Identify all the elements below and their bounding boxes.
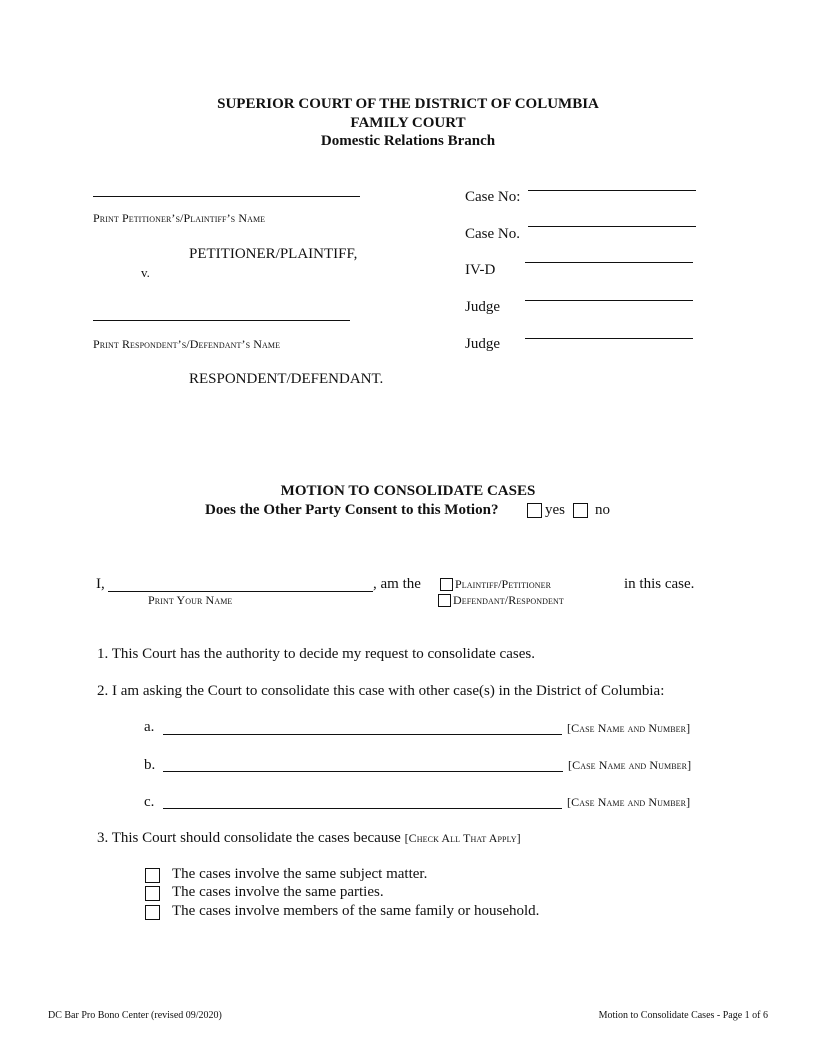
reason-subject-matter-checkbox[interactable]	[145, 868, 160, 883]
reason-same-family-label: The cases involve members of the same family or household.	[172, 903, 540, 919]
judge-field-1[interactable]	[525, 300, 693, 301]
item-3-row	[97, 830, 521, 847]
iv-d-field[interactable]	[525, 262, 693, 263]
consent-question: Does the Other Party Consent to this Motion?	[205, 502, 499, 518]
court-title: SUPERIOR COURT OF THE DISTRICT OF COLUMBIA	[217, 96, 599, 112]
sub-case-c-caption: [Case Name and Number]	[567, 795, 691, 809]
declarant-name-field[interactable]	[108, 591, 373, 592]
consent-no-label: no	[595, 502, 610, 518]
declarant-prefix: I,	[96, 576, 105, 592]
footer-left: DC Bar Pro Bono Center (revised 09/2020)	[48, 1010, 222, 1021]
item-2: 2. I am asking the Court to consolidate this case with other case(s) in the District of Columbia:	[97, 683, 665, 699]
sub-case-a-caption: [Case Name and Number]	[567, 721, 691, 735]
respondent-role: RESPONDENT/DEFENDANT.	[189, 371, 384, 387]
motion-title: MOTION TO CONSOLIDATE CASES	[280, 483, 536, 499]
respondent-name-caption: Print Respondent’s/Defendant’s Name	[93, 337, 281, 351]
reason-same-parties-label: The cases involve the same parties.	[172, 884, 384, 900]
versus: v.	[141, 265, 150, 280]
sub-case-a-field[interactable]	[163, 734, 562, 735]
item-3-note: [Check All That Apply]	[404, 831, 521, 845]
consent-yes-checkbox[interactable]	[527, 503, 542, 518]
role-defendant-checkbox[interactable]	[438, 594, 451, 607]
reason-same-family-checkbox[interactable]	[145, 905, 160, 920]
item-3-text: 3. This Court should consolidate the cases because	[97, 830, 401, 846]
sub-case-b-field[interactable]	[163, 771, 563, 772]
role-plaintiff-label: Plaintiff/Petitioner	[455, 577, 552, 591]
declarant-suffix: in this case.	[624, 576, 695, 592]
judge-label-2: Judge	[465, 336, 500, 352]
petitioner-role: PETITIONER/PLAINTIFF,	[189, 246, 358, 262]
court-division: FAMILY COURT	[350, 115, 466, 131]
consent-yes-label: yes	[545, 502, 565, 518]
reason-same-parties-checkbox[interactable]	[145, 886, 160, 901]
consent-no-checkbox[interactable]	[573, 503, 588, 518]
case-no-field-2[interactable]	[528, 226, 696, 227]
case-no-label-2: Case No.	[465, 226, 520, 242]
judge-field-2[interactable]	[525, 338, 693, 339]
reason-subject-matter-label: The cases involve the same subject matter.	[172, 866, 428, 882]
sub-case-c-field[interactable]	[163, 808, 562, 809]
iv-d-label: IV-D	[465, 262, 496, 278]
court-branch: Domestic Relations Branch	[320, 133, 496, 149]
declarant-am-the: , am the	[373, 576, 421, 592]
consent-row	[205, 502, 498, 519]
sub-case-c-letter: c.	[144, 794, 155, 810]
sub-case-b-letter: b.	[144, 757, 156, 773]
case-no-label-1: Case No:	[465, 189, 521, 205]
judge-label-1: Judge	[465, 299, 500, 315]
petitioner-name-caption: Print Petitioner’s/Plaintiff’s Name	[93, 211, 266, 225]
sub-case-a-letter: a.	[144, 719, 155, 735]
footer-right: Motion to Consolidate Cases - Page 1 of 6	[598, 1010, 768, 1021]
declarant-name-caption: Print Your Name	[148, 593, 233, 607]
role-defendant-label: Defendant/Respondent	[453, 593, 564, 607]
role-plaintiff-checkbox[interactable]	[440, 578, 453, 591]
case-no-field-1[interactable]	[528, 190, 696, 191]
sub-case-b-caption: [Case Name and Number]	[568, 758, 692, 772]
petitioner-name-line[interactable]	[93, 196, 360, 197]
respondent-name-line[interactable]	[93, 320, 350, 321]
item-1: 1. This Court has the authority to decide my request to consolidate cases.	[97, 646, 535, 662]
